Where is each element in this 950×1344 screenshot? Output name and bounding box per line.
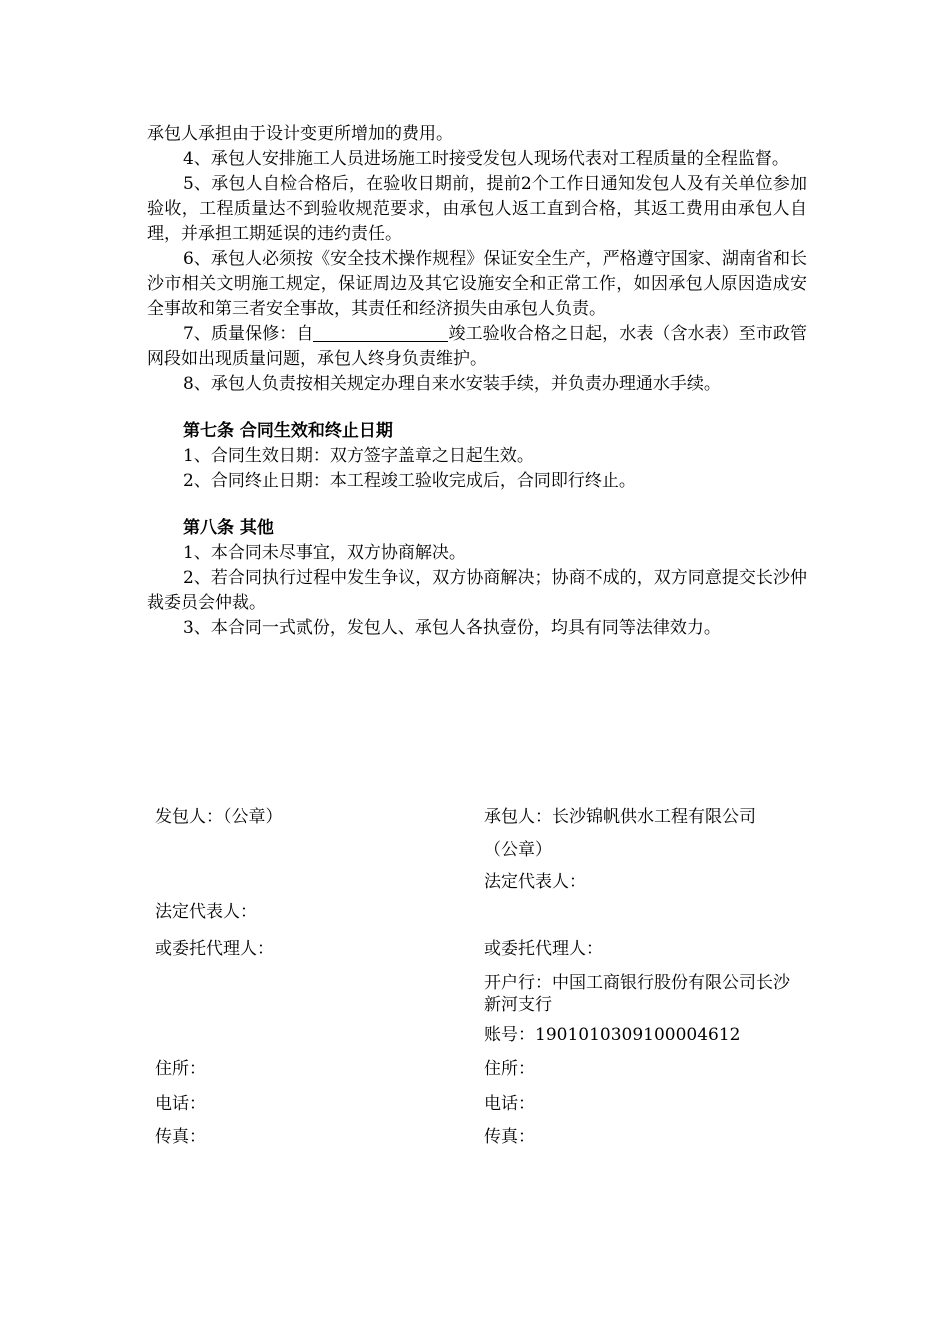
contractor-fax: 传真： xyxy=(484,1127,535,1147)
employer-legal-rep: 法定代表人： xyxy=(155,902,257,922)
contractor-seal: （公章） xyxy=(484,840,552,860)
article-7-item-2: 2、合同终止日期：本工程竣工验收完成后，合同即行终止。 xyxy=(183,471,636,491)
paragraph-4: 4、承包人安排施工人员进场施工时接受发包人现场代表对工程质量的全程监督。 xyxy=(183,149,789,169)
paragraph-6: 6、承包人必须按《安全技术操作规程》保证安全生产，严格遵守国家、湖南省和长沙市相关文明施工规定，保证周边及其它设施安全和正常工作，如因承包人原因造成安全事故和第三者安全事故，其责任和经济损失由承包人负责。 xyxy=(147,249,807,319)
contractor-bank: 开户行：中国工商银行股份有限公司长沙新河支行 xyxy=(484,973,790,1015)
contractor-address: 住所： xyxy=(484,1059,535,1079)
article-8-heading: 第八条 其他 xyxy=(183,518,274,538)
paragraph-7-start: 7、质量保修：自 xyxy=(183,324,314,344)
employer-agent: 或委托代理人： xyxy=(155,939,274,959)
paragraph-7-end: 竣工验收合格之日起，水表（含水表）至市政管网段如出现质量问题，承包人终身负责维护。 xyxy=(147,324,807,369)
contractor-account: 账号：1901010309100004612 xyxy=(484,1025,741,1045)
article-8-item-3: 3、本合同一式贰份，发包人、承包人各执壹份，均具有同等法律效力。 xyxy=(183,618,721,638)
contractor-legal-rep: 法定代表人： xyxy=(484,872,586,892)
paragraph-7 xyxy=(147,322,807,372)
date-blank-line xyxy=(313,324,448,342)
employer-party: 发包人：（公章） xyxy=(155,807,283,827)
contractor-party: 承包人：长沙锦帆供水工程有限公司 xyxy=(484,807,756,827)
paragraph-8: 8、承包人负责按相关规定办理自来水安装手续，并负责办理通水手续。 xyxy=(183,374,721,394)
contract-body xyxy=(147,122,807,641)
article-7-item-1: 1、合同生效日期：双方签字盖章之日起生效。 xyxy=(183,446,534,466)
paragraph-5: 5、承包人自检合格后，在验收日期前，提前2个工作日通知发包人及有关单位参加验收，工程质量达不到验收规范要求，由承包人返工直到合格，其返工费用由承包人自理，并承担工期延误的违约责任。 xyxy=(147,174,807,244)
contractor-phone: 电话： xyxy=(484,1094,535,1114)
employer-phone: 电话： xyxy=(155,1094,206,1114)
employer-fax: 传真： xyxy=(155,1127,206,1147)
contractor-agent: 或委托代理人： xyxy=(484,939,603,959)
article-7-heading: 第七条 合同生效和终止日期 xyxy=(183,421,393,441)
paragraph-cost: 承包人承担由于设计变更所增加的费用。 xyxy=(147,124,453,144)
article-8-item-2: 2、若合同执行过程中发生争议，双方协商解决；协商不成的，双方同意提交长沙仲裁委员会仲裁。 xyxy=(147,568,807,613)
article-8-item-1: 1、本合同未尽事宜，双方协商解决。 xyxy=(183,543,466,563)
employer-address: 住所： xyxy=(155,1059,206,1079)
